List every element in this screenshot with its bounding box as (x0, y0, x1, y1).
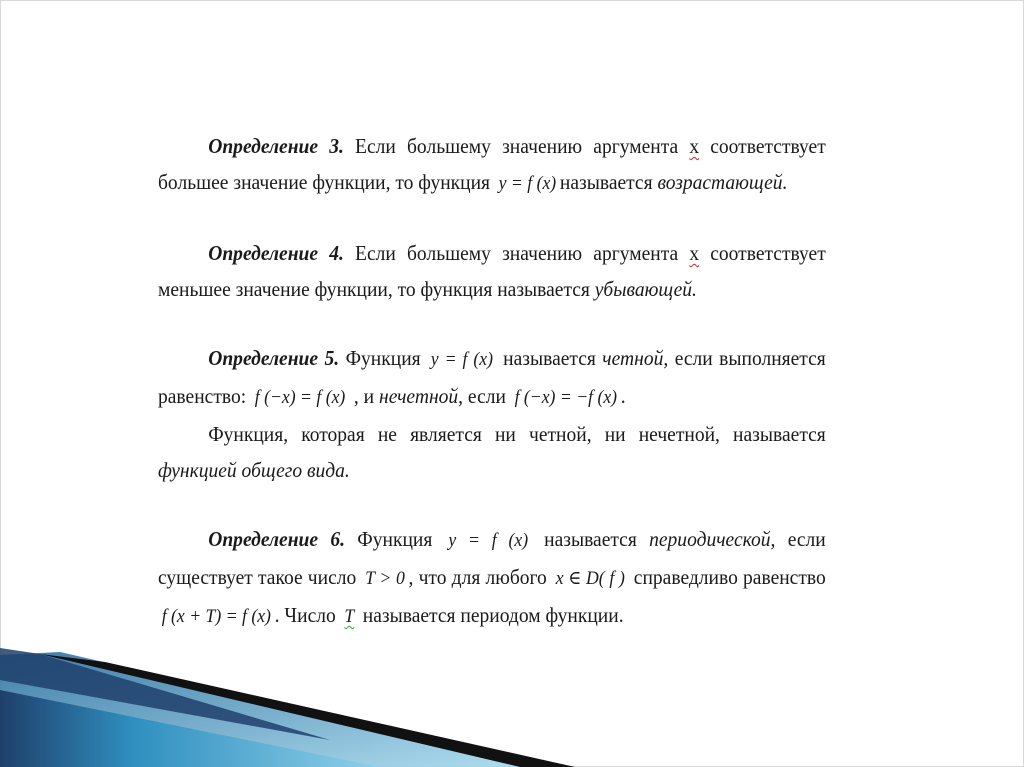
formula-domain: x ∈ D( f ) (555, 568, 625, 589)
term-even: четной, (602, 346, 669, 370)
definition-6-label: Определение 6. (208, 527, 346, 551)
formula-periodic: f (x + T) = f (x) (161, 606, 271, 627)
formula-y-fx: y = f (x) (448, 530, 529, 551)
term-periodic: периодической, (649, 527, 776, 551)
definition-5-general: Функция, которая не является ни четной, ни нечетной, называется функцией общего вида. (158, 422, 826, 482)
term-increasing: возрастающей. (657, 170, 788, 194)
slide-content (158, 128, 826, 635)
formula-odd: f (−x) = −f (x) (514, 387, 618, 408)
term-general-form: функцией общего вида. (158, 458, 350, 482)
formula-even: f (−x) = f (x) (254, 387, 346, 408)
definition-3-label: Определение 3. (208, 134, 344, 158)
definition-6: Определение 6. Функция y = f (x) называется периодической, если существует такое число T > 0 , что для любого x ∈ D( f ) справедливо равенство f (x + T) = f (x) . Число T называется периодом функции. (158, 527, 826, 627)
definition-3: Определение 3. Если большему значению аргумента х соответствует большее значение функции, то функция y = f (x) называется возрастающей. (158, 134, 826, 194)
definition-4-label: Определение 4. (208, 241, 344, 265)
definition-4: Определение 4. Если большему значению аргумента х соответствует меньшее значение функции, то функция называется убывающей. (158, 241, 826, 301)
formula-y-fx: y = f (x) (498, 173, 557, 194)
term-decreasing: убывающей. (594, 277, 697, 301)
period-t: T (344, 606, 355, 627)
formula-t-positive: T > 0 (365, 568, 405, 589)
argument-x: х (689, 241, 700, 265)
definition-5: Определение 5. Функция y = f (x) называется четной, если выполняется равенство: f (−x) = f (x) , и нечетной, если f (−x) = −f (x) . (158, 346, 826, 408)
definition-5-label: Определение 5. (208, 346, 340, 370)
formula-y-fx: y = f (x) (430, 349, 494, 370)
argument-x: х (689, 134, 700, 158)
term-odd: нечетной, (379, 384, 464, 408)
